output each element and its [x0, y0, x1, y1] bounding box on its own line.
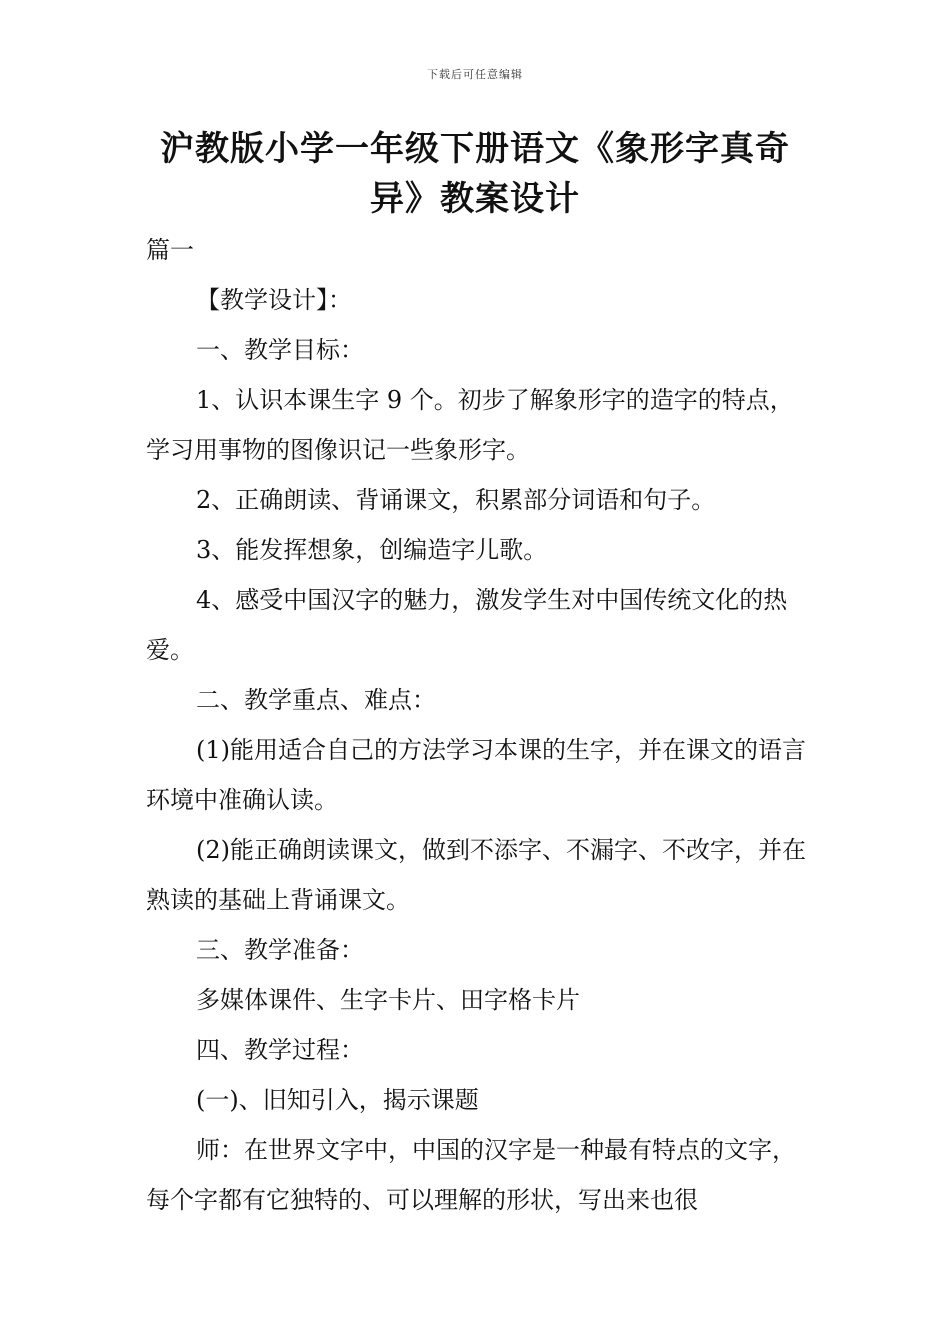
key-point-1: (1)能用适合自己的方法学习本课的生字，并在课文的语言环境中准确认读。 — [146, 736, 806, 814]
goal-2: 2、正确朗读、背诵课文，积累部分词语和句子。 — [196, 486, 716, 514]
process-step-1: (一)、旧知引入，揭示课题 — [196, 1086, 479, 1114]
heading-preparation: 三、教学准备： — [196, 936, 364, 964]
heading-teaching-goals: 一、教学目标： — [196, 336, 364, 364]
document-title: 沪教版小学一年级下册语文《象形字真奇异》教案设计 — [160, 129, 790, 219]
goal-1: 1、认识本课生字 9 个。初步了解象形字的造字的特点，学习用事物的图像识记一些象形字。 — [146, 386, 794, 464]
paragraph-teaching-design: 【教学设计】： — [196, 286, 352, 314]
page-header-note: 下载后可任意编辑 — [427, 68, 523, 81]
teacher-intro-paragraph: 师：在世界文字中，中国的汉字是一种最有特点的文字，每个字都有它独特的、可以理解的形状，写出来也很 — [146, 1136, 796, 1214]
preparation-materials: 多媒体课件、生字卡片、田字格卡片 — [196, 986, 580, 1014]
section-label: 篇一 — [146, 236, 194, 264]
heading-key-points: 二、教学重点、难点： — [196, 686, 436, 714]
goal-3: 3、能发挥想象，创编造字儿歌。 — [196, 536, 548, 564]
key-point-2: (2)能正确朗读课文，做到不添字、不漏字、不改字，并在熟读的基础上背诵课文。 — [146, 836, 806, 914]
goal-4: 4、感受中国汉字的魅力，激发学生对中国传统文化的热爱。 — [146, 586, 788, 664]
heading-teaching-process: 四、教学过程： — [196, 1036, 364, 1064]
document-body — [146, 225, 816, 1225]
